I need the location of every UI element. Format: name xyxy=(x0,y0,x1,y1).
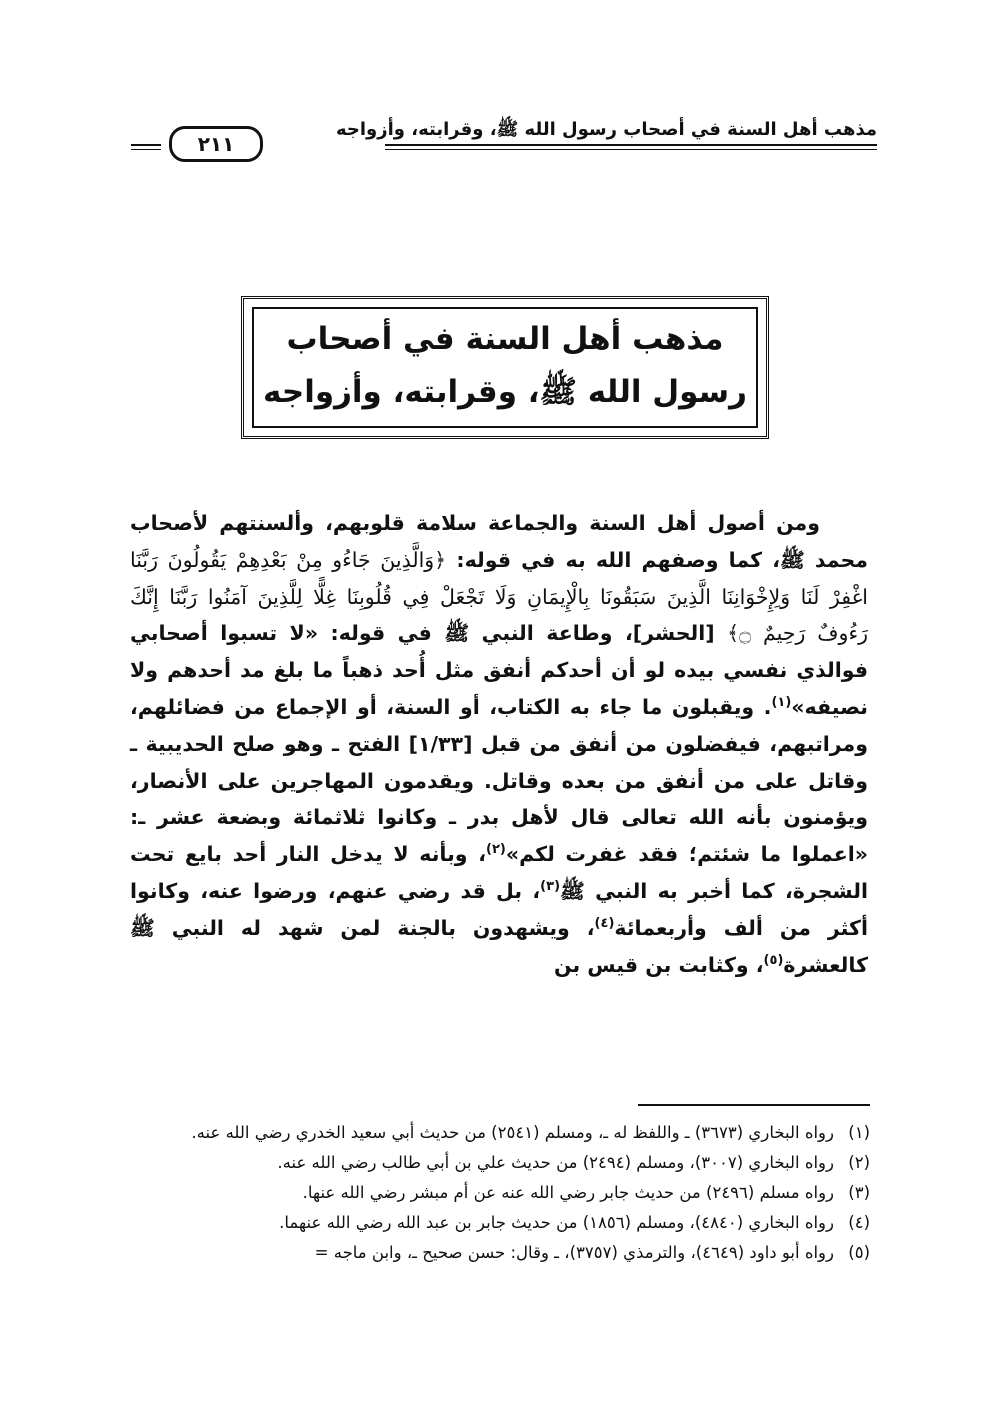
page-number: ٢١١ xyxy=(169,126,263,162)
header-rule-left-thin xyxy=(131,149,161,150)
footnote-item xyxy=(130,1148,870,1178)
header-rule-left xyxy=(131,144,161,146)
header-rule xyxy=(385,144,877,146)
quran-verse: ﴿وَالَّذِينَ جَاءُو مِنْ بَعْدِهِمْ يَقُولُونَ رَبَّنَا اغْفِرْ لَنَا وَلِإِخْوَانِنَا الَّذِينَ سَبَقُونَا بِالْإِيمَانِ وَلَا تَجْعَلْ فِي قُلُوبِنَا غِلًّا لِلَّذِينَ آمَنُوا رَبَّنَا إِنَّكَ رَءُوفٌ رَحِيمٌ ۝﴾ xyxy=(130,547,868,646)
body-text-part: [الحشر]، وطاعة النبي ﷺ في قوله: «لا تسبوا أصحابي فوالذي نفسي بيده لو أن أحدكم أنفق مثل أُحد ذهباً ما بلغ مد أحدهم ولا نصيفه» xyxy=(130,621,868,719)
body-text-part: ومن أصول أهل السنة والجماعة سلامة قلوبهم، وألسنتهم لأصحاب محمد ﷺ، كما وصفهم الله به في قوله: xyxy=(130,511,868,572)
footnote-number: (٥) xyxy=(848,1243,870,1262)
footnote-item xyxy=(130,1118,870,1148)
chapter-title-line-2: رسول الله ﷺ، وقرابته، وأزواجه xyxy=(263,374,747,410)
footnote-item xyxy=(130,1178,870,1208)
body-text-part: ، بل قد رضي عنهم، ورضوا عنه، وكانوا أكثر من ألف وأربعمائة xyxy=(130,878,868,940)
footnote-text: رواه البخاري (٤٨٤٠)، ومسلم (١٨٥٦) من حديث جابر بن عبد الله رضي الله عنهما. xyxy=(279,1213,834,1232)
footnote-item xyxy=(130,1208,870,1238)
footnote-ref-1[interactable]: (١) xyxy=(771,695,792,711)
body-text-part: ، وبأنه لا يدخل النار أحد بايع تحت الشجرة، كما أخبر به النبي ﷺ xyxy=(130,842,868,903)
footnote-text: رواه مسلم (٢٤٩٦) من حديث جابر رضي الله عنه عن أم مبشر رضي الله عنها. xyxy=(302,1183,834,1202)
running-header xyxy=(131,112,877,156)
body-text-part: . ويقبلون ما جاء به الكتاب، أو السنة، أو الإجماع من فضائلهم، ومراتبهم، فيفضلون من أنفق من قبل [١/٣٣] الفتح ـ وهو صلح الحديبية ـ وقاتل على من أنفق من بعده وقاتل. ويقدمون المهاجرين على الأنصار، ويؤمنون بأنه الله تعالى قال لأهل بدر ـ وكانوا ثلاثمائة وبضعة عشر ـ: «اعملوا ما شئتم؛ فقد غفرت لكم» xyxy=(130,694,868,867)
footnote-ref-4[interactable]: (٤) xyxy=(594,915,615,931)
footnote-ref-2[interactable]: (٢) xyxy=(486,842,506,858)
main-text xyxy=(130,505,868,983)
footnote-text: رواه أبو داود (٤٦٤٩)، والترمذي (٣٧٥٧)، ـ وقال: حسن صحيح ـ، وابن ماجه = xyxy=(314,1243,834,1262)
footnote-text: رواه البخاري (٣٠٠٧)، ومسلم (٢٤٩٤) من حديث علي بن أبي طالب رضي الله عنه. xyxy=(277,1153,834,1172)
footnote-number: (٣) xyxy=(848,1183,870,1202)
footnote-number: (١) xyxy=(848,1123,870,1142)
footnote-ref-5[interactable]: (٥) xyxy=(763,952,784,968)
running-title: مذهب أهل السنة في أصحاب رسول الله ﷺ، وقرابته، وأزواجه xyxy=(336,119,877,140)
footnote-number: (٤) xyxy=(848,1213,870,1232)
footnote-item xyxy=(130,1238,870,1268)
footnote-number: (٢) xyxy=(848,1153,870,1172)
footnote-ref-3[interactable]: (٣) xyxy=(540,879,561,895)
footnote-text: رواه البخاري (٣٦٧٣) ـ واللفظ له ـ، ومسلم (٢٥٤١) من حديث أبي سعيد الخدري رضي الله عنه. xyxy=(191,1123,834,1142)
header-rule-thin xyxy=(385,149,877,150)
footnotes xyxy=(130,1118,870,1268)
chapter-title-frame xyxy=(241,296,769,439)
body-paragraph xyxy=(130,505,868,983)
body-text-part: ، ويشهدون بالجنة لمن شهد له النبي ﷺ كالعشرة xyxy=(130,915,868,977)
footnote-separator xyxy=(638,1104,870,1106)
chapter-title-line-1: مذهب أهل السنة في أصحاب xyxy=(286,321,724,357)
body-text-part: ، وكثابت بن قيس بن xyxy=(554,952,764,977)
